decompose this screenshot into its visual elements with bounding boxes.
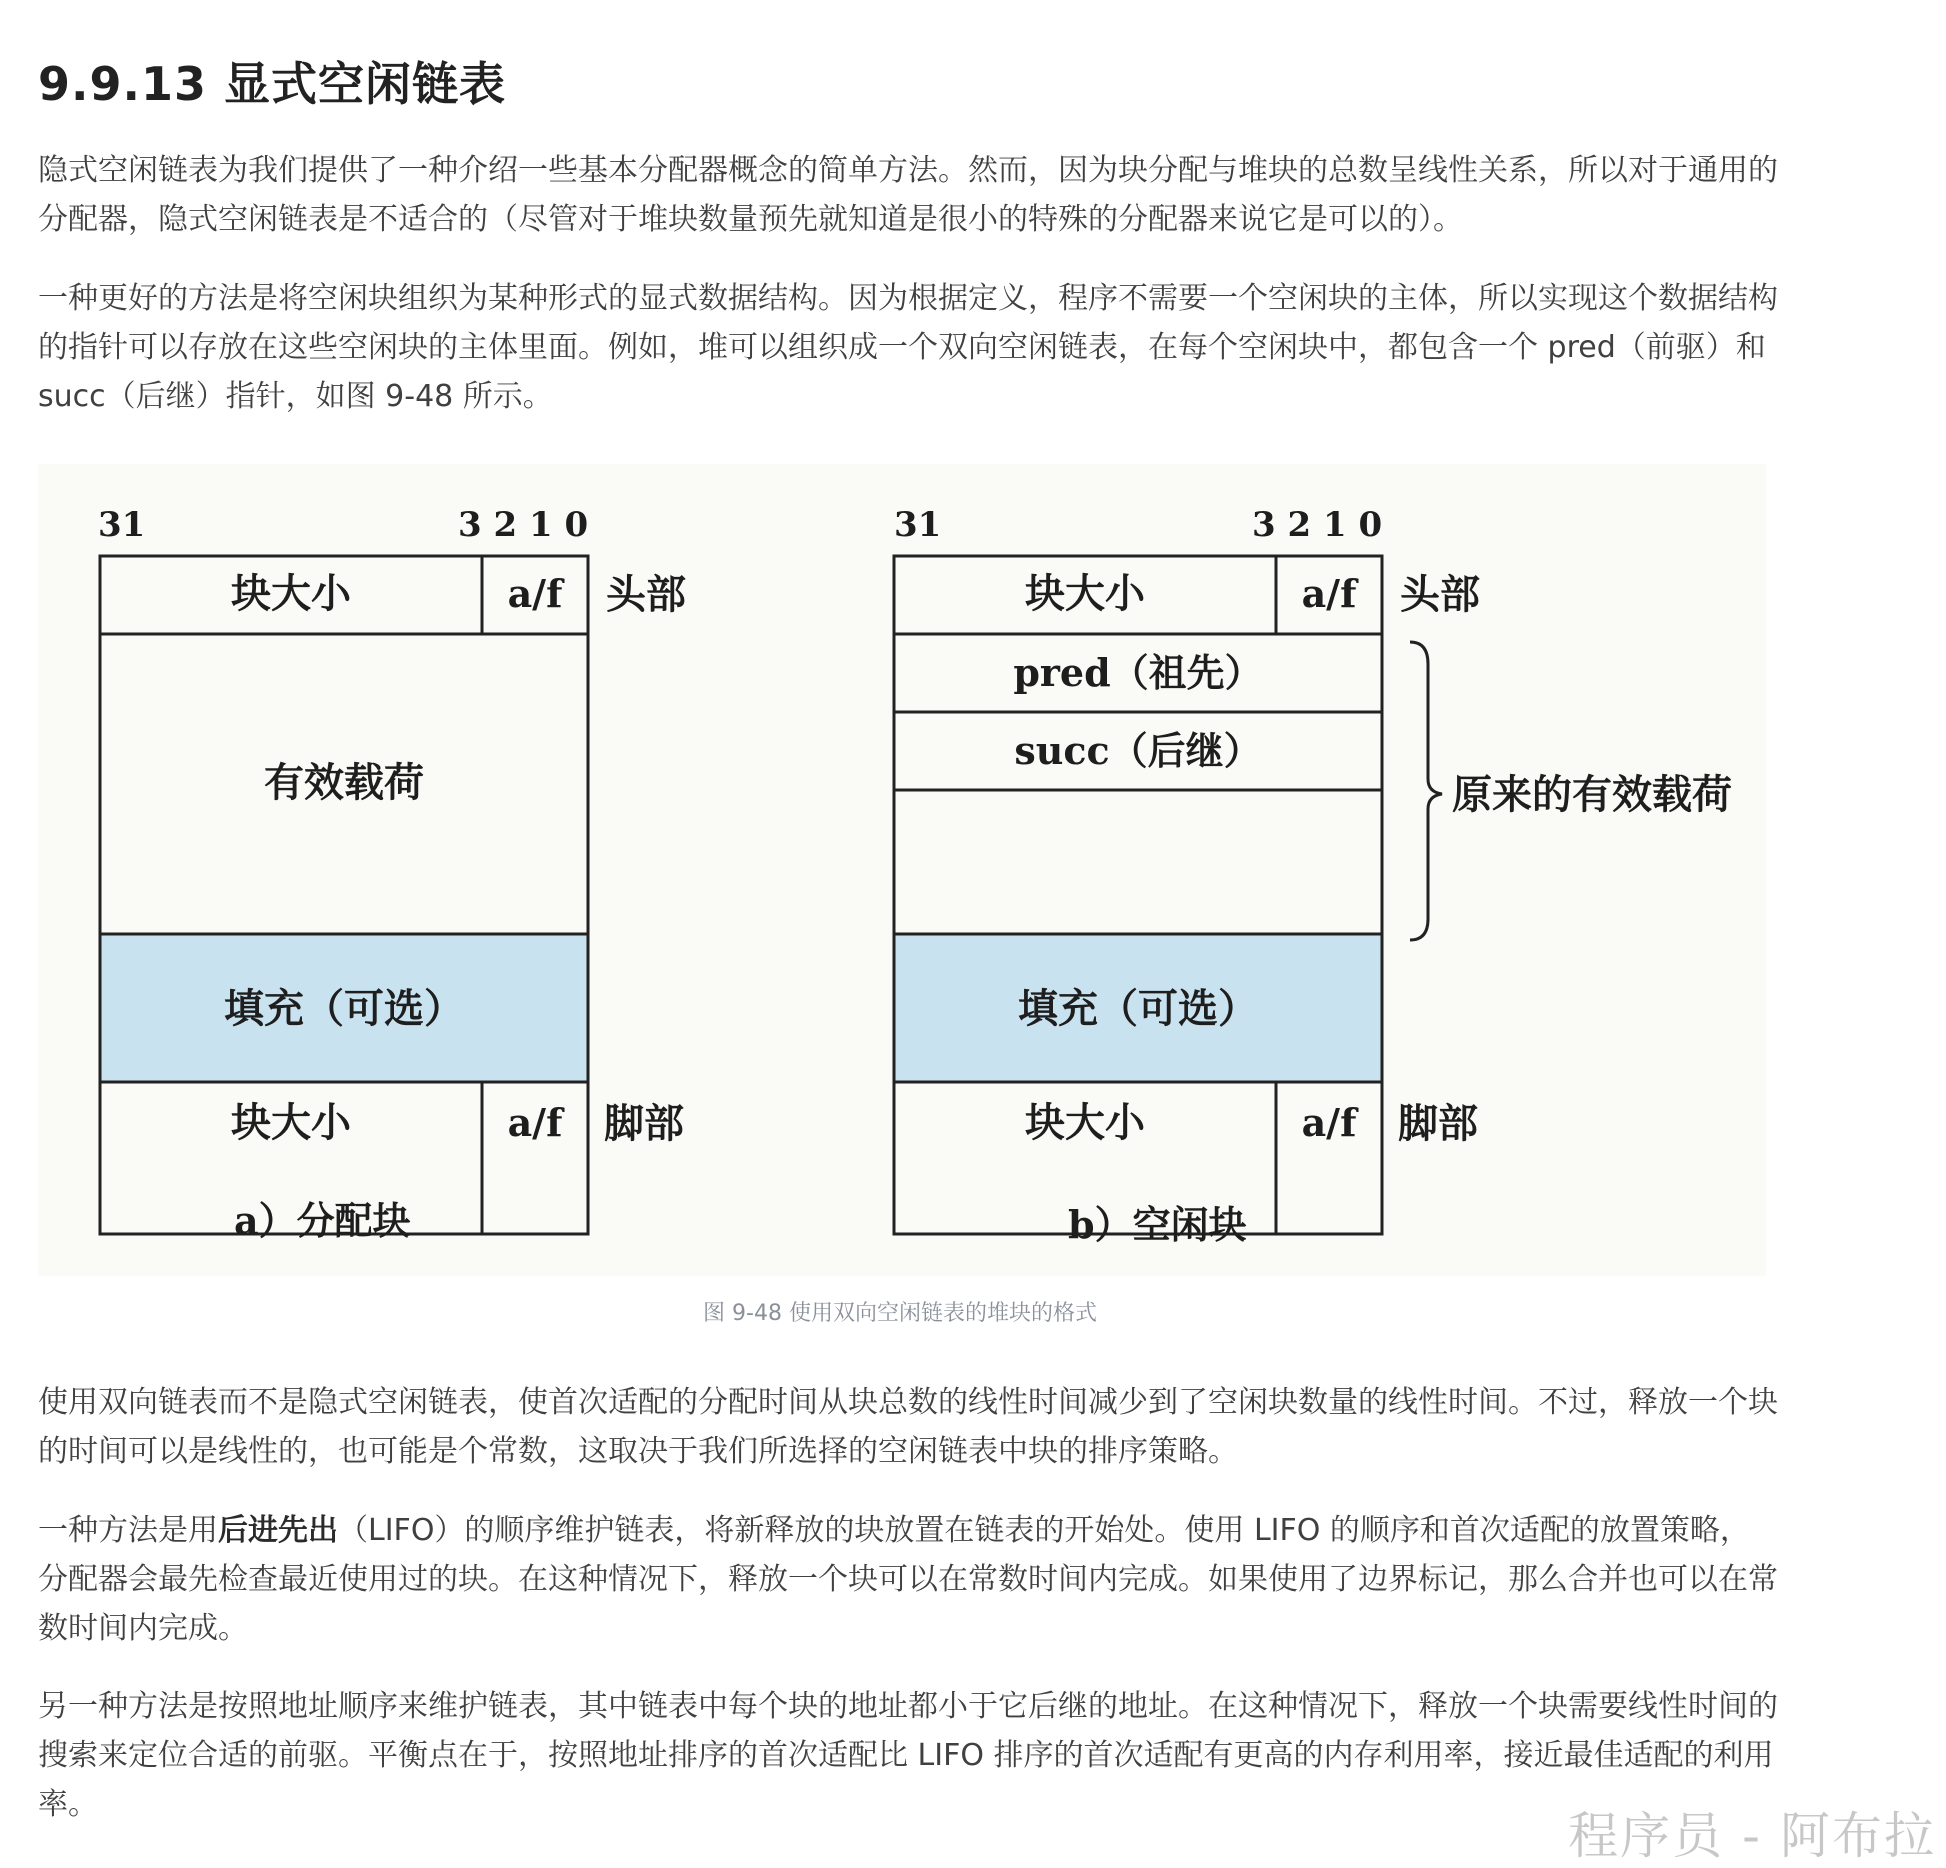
paragraph-4 <box>38 1506 1778 1653</box>
block-format-diagram <box>38 464 1766 1276</box>
payload-label: 有效载荷 <box>264 759 424 806</box>
bit-3210-label-b: 3 2 1 0 <box>1252 505 1383 545</box>
figure-9-48 <box>38 464 1766 1276</box>
p4-text-before: 一种方法是用 <box>38 1513 218 1548</box>
footer-block-size-a: 块大小 <box>231 1099 351 1146</box>
original-payload-label: 原来的有效载荷 <box>1452 771 1732 818</box>
header-block-size-b: 块大小 <box>1025 570 1145 617</box>
lifo-bold-term: 后进先出 <box>218 1513 338 1548</box>
header-block-size-a: 块大小 <box>231 570 351 617</box>
bit-3210-label-a: 3 2 1 0 <box>458 505 589 545</box>
footer-label-a: 脚部 <box>604 1100 684 1147</box>
curly-brace <box>1410 642 1442 940</box>
p4-text-after: （LIFO）的顺序维护链表，将新释放的块放置在链表的开始处。使用 LIFO 的顺序和首次适配的放置策略，分配器会最先检查最近使用过的块。在这种情况下，释放一个块可以在常数时间内完成。如果使用了边界标记，那么合并也可以在常数时间内完成。 <box>38 1513 1778 1646</box>
watermark: 程序员 - 阿布拉 <box>1568 1807 1936 1865</box>
paragraph-3: 使用双向链表而不是隐式空闲链表，使首次适配的分配时间从块总数的线性时间减少到了空闲块数量的线性时间。不过，释放一个块的时间可以是线性的，也可能是个常数，这取决于我们所选择的空闲链表中块的排序策略。 <box>38 1385 1778 1469</box>
padding-label-b: 填充（可选） <box>1018 985 1258 1032</box>
header-af-a: a/f <box>507 571 563 616</box>
padding-label-a: 填充（可选） <box>224 985 464 1032</box>
bit-31-label-a: 31 <box>98 505 146 545</box>
header-af-b: a/f <box>1301 571 1357 616</box>
footer-af-b: a/f <box>1301 1100 1357 1145</box>
caption-allocated-block: a）分配块 <box>234 1198 411 1243</box>
figure-caption: 图 9-48 使用双向空闲链表的堆块的格式 <box>703 1301 1097 1326</box>
footer-af-a: a/f <box>507 1100 563 1145</box>
header-label-a: 头部 <box>606 571 686 618</box>
caption-free-block: b）空闲块 <box>1068 1202 1247 1247</box>
header-label-b: 头部 <box>1400 571 1480 618</box>
paragraph-2: 一种更好的方法是将空闲块组织为某种形式的显式数据结构。因为根据定义，程序不需要一个空闲块的主体，所以实现这个数据结构的指针可以存放在这些空闲块的主体里面。例如，堆可以组织成一个双向空闲链表，在每个空闲块中，都包含一个 pred（前驱）和 succ（后继）指针，如图 9-48 所示。 <box>38 281 1778 414</box>
bit-31-label-b: 31 <box>894 505 942 545</box>
footer-label-b: 脚部 <box>1398 1100 1478 1147</box>
footer-block-size-b: 块大小 <box>1025 1099 1145 1146</box>
section-title: 9.9.13 显式空闲链表 <box>38 57 506 111</box>
succ-pointer-label: succ（后继） <box>1014 728 1262 773</box>
pred-pointer-label: pred（祖先） <box>1013 650 1263 695</box>
paragraph-1: 隐式空闲链表为我们提供了一种介绍一些基本分配器概念的简单方法。然而，因为块分配与堆块的总数呈线性关系，所以对于通用的分配器，隐式空闲链表是不适合的（尽管对于堆块数量预先就知道是很小的特殊的分配器来说它是可以的）。 <box>38 153 1778 237</box>
paragraph-5: 另一种方法是按照地址顺序来维护链表，其中链表中每个块的地址都小于它后继的地址。在这种情况下，释放一个块需要线性时间的搜索来定位合适的前驱。平衡点在于，按照地址排序的首次适配比 LIFO 排序的首次适配有更高的内存利用率，接近最佳适配的利用率。 <box>38 1689 1778 1822</box>
